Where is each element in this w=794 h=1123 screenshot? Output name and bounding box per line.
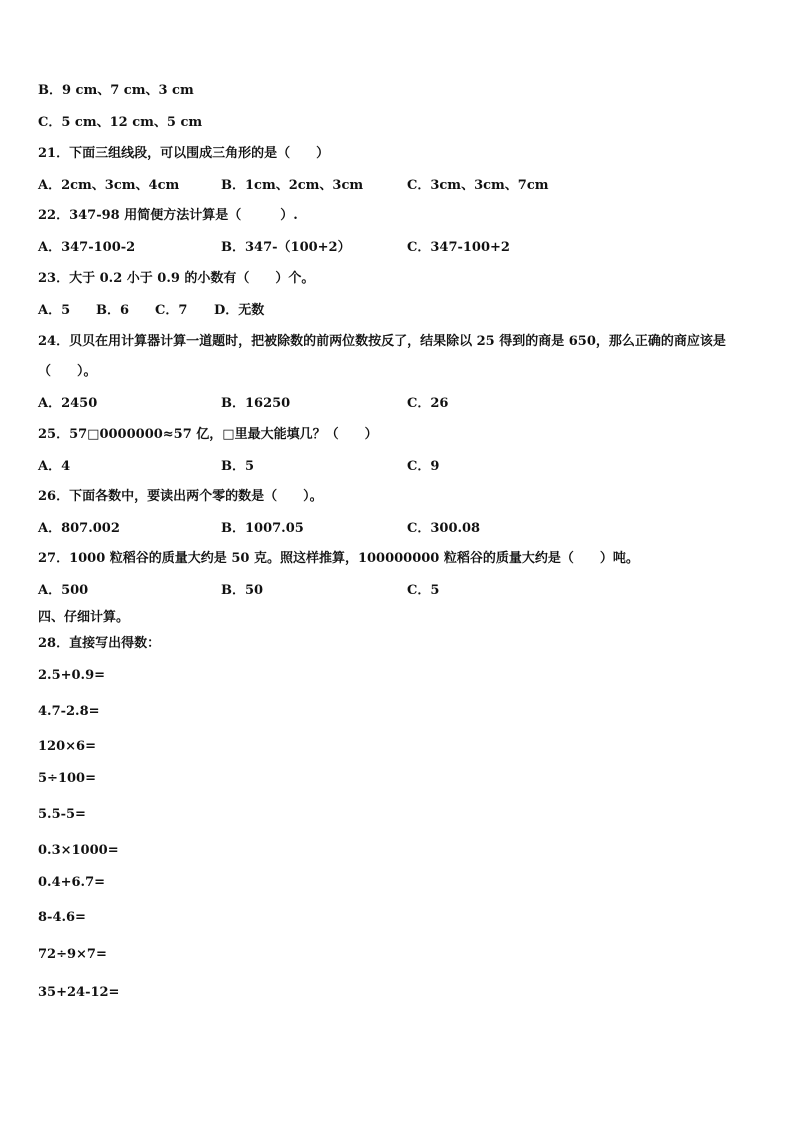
q28-item: 120×6= — [38, 739, 96, 754]
q26-option-a: A．807.002 — [38, 521, 120, 536]
q25-option-a: A．4 — [38, 459, 71, 474]
q21-option-a: A．2cm、3cm、4cm — [38, 178, 180, 193]
q20-option-b: B．9 cm、7 cm、3 cm — [38, 83, 194, 98]
q28-item: 0.3×1000= — [38, 843, 119, 858]
q24-option-a: A．2450 — [38, 396, 98, 411]
q20-option-c: C．5 cm、12 cm、5 cm — [38, 115, 203, 130]
q21-option-c: C．3cm、3cm、7cm — [407, 178, 549, 193]
q27-option-b: B．50 — [221, 583, 264, 598]
q22-option-c: C．347-100+2 — [407, 240, 510, 255]
q27-option-c: C．5 — [407, 583, 440, 598]
section-title-calculation: 四、仔细计算。 — [38, 610, 130, 625]
q25-stem: 25．57□0000000≈57 亿，□里最大能填几？（ ） — [38, 427, 378, 442]
q28-item: 72÷9×7= — [38, 947, 107, 962]
q28-item: 5.5-5= — [38, 807, 86, 822]
q22-stem: 22．347-98 用简便方法计算是（ ）. — [38, 208, 298, 223]
q26-stem: 26．下面各数中，要读出两个零的数是（ ）。 — [38, 489, 323, 504]
q25-option-c: C．9 — [407, 459, 440, 474]
q28-item: 35+24-12= — [38, 985, 120, 1000]
q28-stem: 28．直接写出得数： — [38, 636, 161, 651]
q27-stem: 27．1000 粒稻谷的质量大约是 50 克。照这样推算，100000000 粒稻谷的质量大约是（ ）吨。 — [38, 551, 639, 566]
q21-stem: 21．下面三组线段，可以围成三角形的是（ ） — [38, 146, 330, 161]
q23-stem: 23．大于 0.2 小于 0.9 的小数有（ ）个。 — [38, 271, 315, 286]
q23-option-a: A．5 — [38, 303, 71, 318]
q21-option-b: B．1cm、2cm、3cm — [221, 178, 364, 193]
q26-option-c: C．300.08 — [407, 521, 481, 536]
q23-option-d: D．无数 — [214, 303, 265, 318]
q24-option-b: B．16250 — [221, 396, 291, 411]
q24-stem-continued: （ ）。 — [38, 364, 97, 379]
q22-option-a: A．347-100-2 — [38, 240, 136, 255]
q28-item: 4.7-2.8= — [38, 704, 100, 719]
q24-stem: 24．贝贝在用计算器计算一道题时，把被除数的前两位数按反了，结果除以 25 得到的商是 650，那么正确的商应该是 — [38, 334, 726, 349]
q28-item: 5÷100= — [38, 771, 96, 786]
q28-item: 8-4.6= — [38, 910, 86, 925]
q22-option-b: B．347-（100+2） — [221, 240, 351, 255]
q25-option-b: B．5 — [221, 459, 255, 474]
q23-option-c: C．7 — [155, 303, 188, 318]
q27-option-a: A．500 — [38, 583, 89, 598]
q28-item: 0.4+6.7= — [38, 875, 106, 890]
q23-option-b: B．6 — [96, 303, 130, 318]
q24-option-c: C．26 — [407, 396, 449, 411]
q26-option-b: B．1007.05 — [221, 521, 304, 536]
q28-item: 2.5+0.9= — [38, 668, 106, 683]
